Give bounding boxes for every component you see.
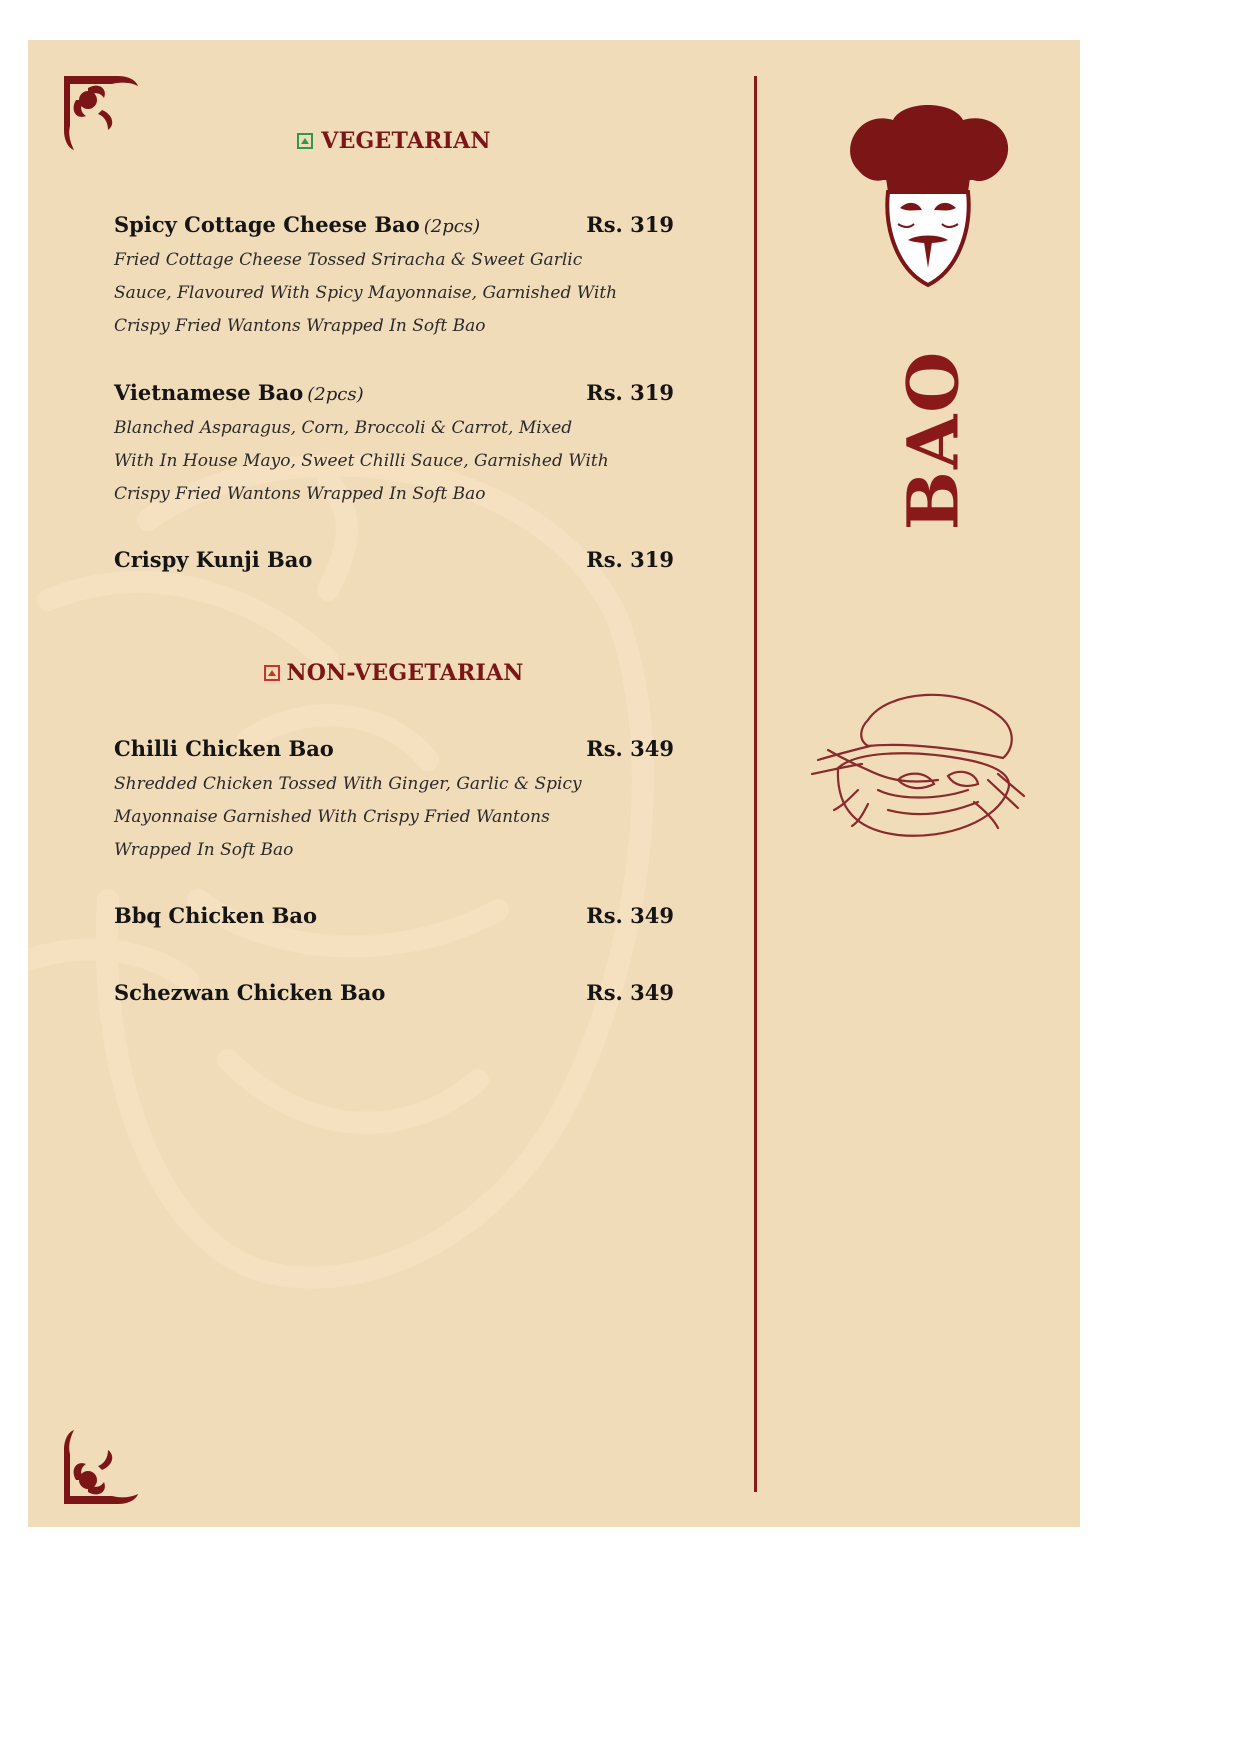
description-line: Crispy Fried Wantons Wrapped In Soft Bao (114, 316, 486, 336)
menu-item (114, 736, 674, 867)
item-price: Rs. 319 (586, 380, 674, 405)
item-price: Rs. 349 (586, 980, 674, 1005)
vertical-divider (754, 76, 757, 1492)
description-line: Fried Cottage Cheese Tossed Sriracha & Sweet Garlic (114, 250, 583, 270)
section-title: VEGETARIAN (321, 128, 491, 154)
item-name: Chilli Chicken Bao (114, 736, 334, 761)
section-title: NON-VEGETARIAN (286, 660, 524, 686)
description-line: Wrapped In Soft Bao (114, 840, 294, 860)
item-description (114, 412, 634, 511)
item-name: Crispy Kunji Bao (114, 547, 313, 572)
description-line: Mayonnaise Garnished With Crispy Fried Wantons (114, 807, 550, 827)
item-name: Vietnamese Bao (114, 380, 304, 405)
section-heading-non-vegetarian (114, 660, 674, 686)
description-line: With In House Mayo, Sweet Chilli Sauce, Garnished With (114, 451, 609, 471)
item-description (114, 768, 634, 867)
item-price: Rs. 349 (586, 903, 674, 928)
menu-item (114, 980, 674, 1010)
category-title-text: BAO (891, 349, 975, 531)
item-name: Bbq Chicken Bao (114, 903, 318, 928)
item-price: Rs. 319 (586, 547, 674, 572)
description-line: Shredded Chicken Tossed With Ginger, Garlic & Spicy (114, 774, 582, 794)
description-line: Blanched Asparagus, Corn, Broccoli & Carrot, Mixed (114, 418, 573, 438)
corner-ornament-icon (58, 1420, 148, 1510)
item-name: Schezwan Chicken Bao (114, 980, 386, 1005)
menu-item (114, 380, 674, 511)
section-heading-vegetarian (114, 128, 674, 154)
menu-page (28, 40, 1080, 1527)
item-price: Rs. 319 (586, 212, 674, 237)
veg-symbol-icon (297, 133, 313, 149)
item-quantity: (2pcs) (423, 216, 481, 237)
anonymous-chef-icon (838, 100, 1018, 290)
description-line: Sauce, Flavoured With Spicy Mayonnaise, Garnished With (114, 283, 618, 303)
menu-item (114, 903, 674, 933)
item-quantity: (2pcs) (307, 384, 364, 405)
item-price: Rs. 349 (586, 736, 674, 761)
bao-bun-sketch-icon (798, 680, 1028, 850)
menu-item (114, 212, 674, 343)
item-name: Spicy Cottage Cheese Bao (114, 212, 420, 237)
non-veg-symbol-icon (264, 665, 280, 681)
description-line: Crispy Fried Wantons Wrapped In Soft Bao (114, 484, 486, 504)
item-description (114, 244, 634, 343)
menu-item (114, 547, 674, 577)
category-title (888, 340, 978, 540)
